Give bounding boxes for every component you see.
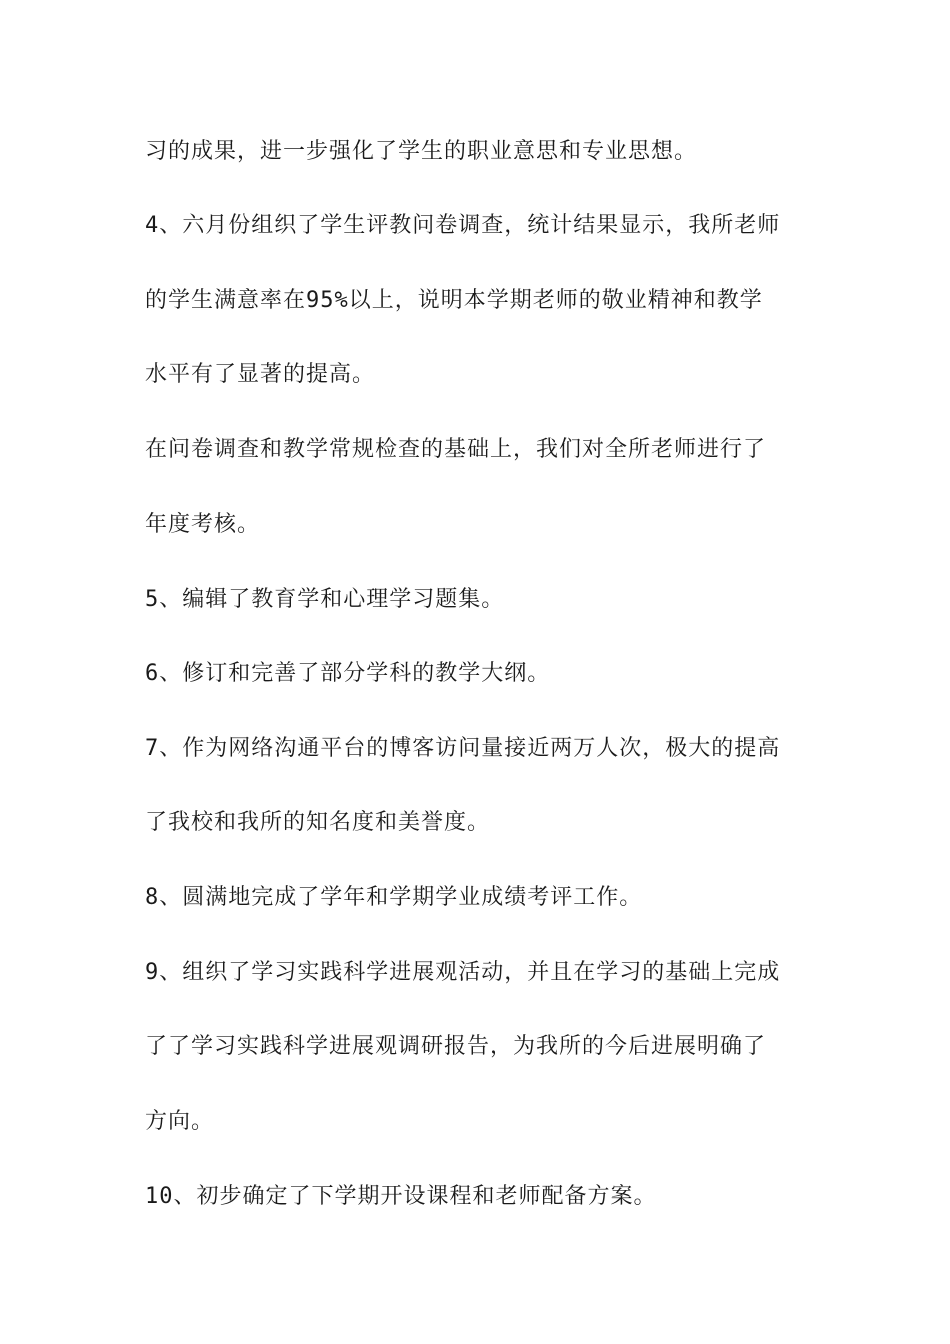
- text-line: 年度考核。: [145, 512, 261, 537]
- text-line: 7、作为网络沟通平台的博客访问量接近两万人次，极大的提高: [145, 736, 781, 761]
- text-line: 的学生满意率在95%以上，说明本学期老师的敬业精神和教学: [145, 288, 763, 313]
- text-line: 4、六月份组织了学生评教问卷调查，统计结果显示，我所老师: [145, 213, 781, 238]
- text-line: 了我校和我所的知名度和美誉度。: [145, 810, 491, 835]
- text-line: 6、修订和完善了部分学科的教学大纲。: [145, 661, 551, 686]
- text-line: 了了学习实践科学进展观调研报告，为我所的今后进展明确了: [145, 1034, 767, 1059]
- text-line: 在问卷调查和教学常规检查的基础上，我们对全所老师进行了: [145, 437, 767, 462]
- text-line: 水平有了显著的提高。: [145, 362, 376, 387]
- text-line: 习的成果，进一步强化了学生的职业意思和专业思想。: [145, 139, 698, 164]
- text-line: 10、初步确定了下学期开设课程和老师配备方案。: [145, 1184, 657, 1209]
- text-line: 方向。: [145, 1109, 215, 1134]
- text-line: 9、组织了学习实践科学进展观活动，并且在学习的基础上完成: [145, 960, 781, 985]
- text-line: 5、编辑了教育学和心理学习题集。: [145, 587, 505, 612]
- text-line: 8、圆满地完成了学年和学期学业成绩考评工作。: [145, 885, 643, 910]
